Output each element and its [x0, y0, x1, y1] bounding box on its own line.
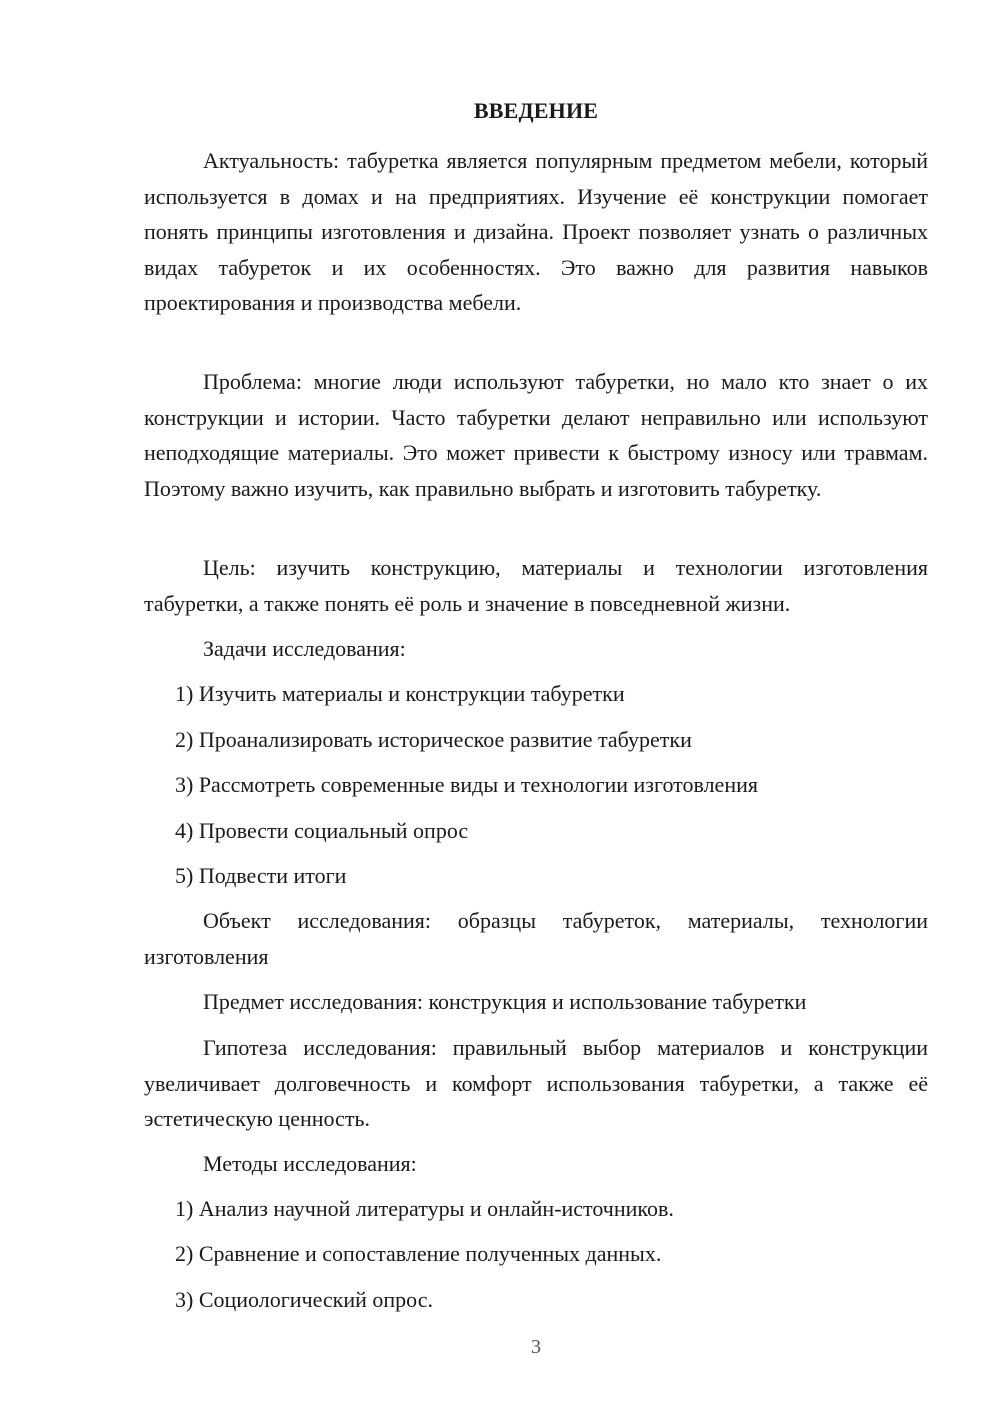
- methods-heading: Методы исследования:: [203, 1151, 417, 1176]
- task-item-1: 1) Изучить материалы и конструкции табуретки: [175, 681, 625, 706]
- method-item-1: 1) Анализ научной литературы и онлайн-источников.: [175, 1196, 674, 1221]
- task-item-4: 4) Провести социальный опрос: [175, 818, 469, 843]
- subject-line: Предмет исследования: конструкция и использование табуретки: [203, 989, 807, 1014]
- page-number: 3: [531, 1336, 541, 1358]
- task-item-5: 5) Подвести итоги: [175, 863, 347, 888]
- document-page: [144, 0, 928, 1414]
- object-paragraph: Объект исследования: образцы табуреток, материалы, технологии изготовления: [144, 908, 928, 969]
- relevance-paragraph: Актуальность: табуретка является популярным предметом мебели, который используется в домах и на предприятиях. Изучение её конструкции помогает понять принципы изготовления и дизайна. Проект позволяет узнать о различных видах табуреток и их особенностях. Это важно для развития навыков проектирования и производства мебели.: [144, 148, 928, 315]
- goal-paragraph: Цель: изучить конструкцию, материалы и технологии изготовления табуретки, а также понять её роль и значение в повседневной жизни.: [144, 555, 928, 616]
- hypothesis-paragraph: Гипотеза исследования: правильный выбор материалов и конструкции увеличивает долговечность и комфорт использования табуретки, а также её эстетическую ценность.: [144, 1035, 928, 1131]
- method-item-3: 3) Социологический опрос.: [175, 1287, 433, 1312]
- problem-paragraph: Проблема: многие люди используют табуретки, но мало кто знает о их конструкции и истории. Часто табуретки делают неправильно или используют неподходящие материалы. Это может привести к быстрому износу или травмам. Поэтому важно изучить, как правильно выбрать и изготовить табуретку.: [144, 369, 928, 501]
- task-item-2: 2) Проанализировать историческое развитие табуретки: [175, 727, 692, 752]
- section-heading: ВВЕДЕНИЕ: [473, 98, 599, 123]
- task-item-3: 3) Рассмотреть современные виды и технологии изготовления: [175, 772, 758, 797]
- tasks-heading: Задачи исследования:: [203, 636, 406, 661]
- method-item-2: 2) Сравнение и сопоставление полученных данных.: [175, 1241, 662, 1266]
